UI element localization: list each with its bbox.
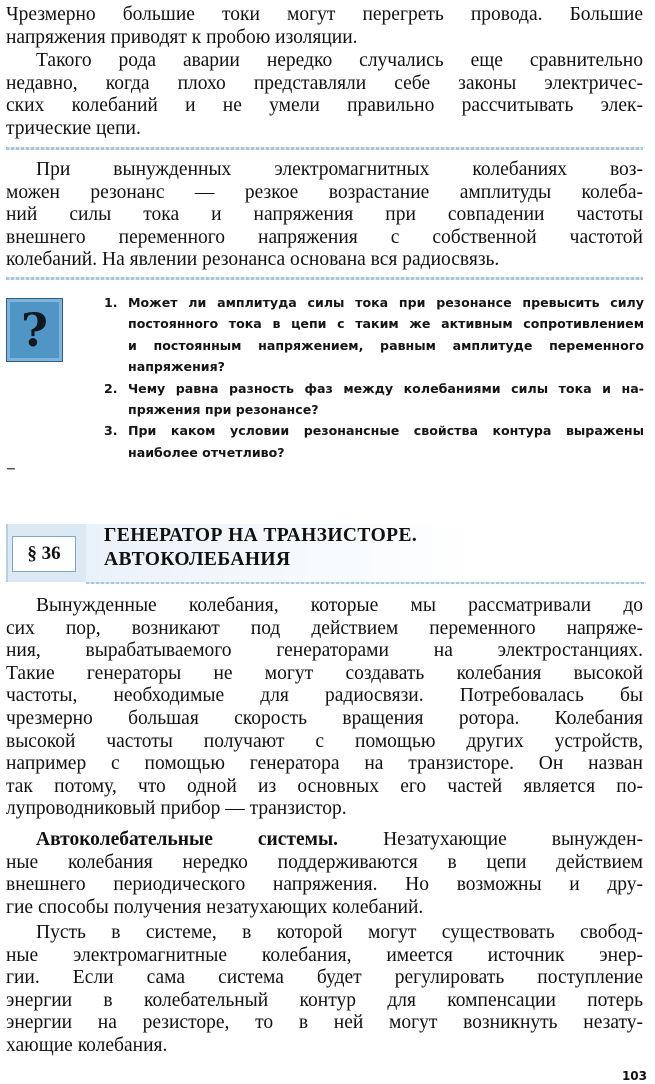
question-number: 3. [104, 423, 118, 439]
text-line: Такие генераторы не могут создавать колебания высокой [6, 662, 643, 684]
text-line: частоты, необходимые для радиосвязи. Потребовалась бы [6, 685, 643, 707]
section-title [104, 524, 644, 572]
intro-paragraph-1 [6, 4, 643, 49]
text-fragment: Незатухающие вынужден- [338, 829, 643, 850]
subheading-autooscillating-systems: Автоколебательные системы. [36, 829, 339, 850]
text-line: ные колебания нередко поддерживаются в цепи действием [6, 851, 643, 873]
text-line: ные электромагнитные колебания, имеется источник энер- [6, 944, 643, 966]
question-line: напряжения? [128, 359, 225, 375]
section-title-line-1: ГЕНЕРАТОР НА ТРАНЗИСТОРЕ. [104, 525, 418, 546]
question-item [104, 420, 644, 463]
divider-top [6, 147, 643, 150]
intro-paragraph-2 [6, 50, 643, 140]
text-line: высокой частоты получают с помощью других устройств, [6, 730, 643, 752]
text-line: Вынужденные колебания, которые мы рассматривали до [36, 595, 643, 616]
section-rule [86, 582, 646, 584]
question-line: наиболее отчетливо? [128, 444, 285, 460]
text-line: внешнего периодического напряжения. Но возможны и дру- [6, 874, 643, 896]
text-line: напряжения приводят к пробою изоляции. [6, 26, 358, 48]
text-line: Чрезмерно большие токи могут перегреть провода. Большие [6, 4, 643, 25]
text-line: энергии в колебательный контур для компенсации потерь [6, 989, 643, 1011]
question-line: Чему равна разность фаз между колебаниями силы тока и на- [128, 380, 644, 396]
question-line: Может ли амплитуда силы тока при резонансе превысить силу [128, 295, 644, 310]
text-line [6, 829, 643, 852]
review-questions [104, 292, 644, 463]
text-line: сих пор, возникают под действием переменного напряже- [6, 617, 643, 639]
divider-bottom [6, 277, 643, 280]
text-line: гие способы получения незатухающих колебаний. [6, 896, 424, 918]
summary-paragraph [6, 159, 643, 272]
text-line: Такого рода аварии нередко случались еще сравнительно [36, 50, 643, 71]
question-symbol: ? [21, 303, 48, 357]
body-paragraph-3 [6, 922, 643, 1058]
text-line: трические цепи. [6, 117, 141, 139]
text-line: можен резонанс — резкое возрастание амплитуды колеба- [6, 181, 643, 203]
text-line: недавно, когда плохо представляли себе законы электричес- [6, 72, 643, 94]
question-line: постоянного тока в цепи с таким же активным сопротивлением [128, 316, 644, 332]
text-line: хающие колебания. [6, 1034, 168, 1056]
body-paragraph-2 [6, 829, 643, 919]
text-line: При вынужденных электромагнитных колебаниях воз- [36, 159, 643, 180]
text-line: ния, вырабатываемого генераторами на электростанциях. [6, 640, 643, 662]
section-number: § 36 [12, 536, 76, 572]
question-item [104, 292, 644, 378]
text-line: ний силы тока и напряжения при совпадении частоты [6, 204, 643, 226]
text-line: Пусть в системе, в которой могут существовать свобод- [36, 922, 643, 943]
text-line: внешнего переменного напряжения с собственной частотой [6, 226, 643, 248]
question-mark-icon [6, 298, 63, 362]
question-line: и постоянным напряжением, равным амплитуде переменного [128, 337, 644, 353]
text-line: чрезмерно большая скорость вращения ротора. Колебания [6, 707, 643, 729]
print-mark-icon: ▁ [7, 459, 15, 470]
body-paragraph-1 [6, 595, 643, 821]
question-number: 1. [104, 295, 118, 310]
text-line: гии. Если сама система будет регулировать поступление [6, 967, 643, 989]
text-line: ских колебаний и не умели правильно рассчитывать элек- [6, 95, 643, 117]
question-line: пряжения при резонансе? [128, 402, 319, 418]
text-line: энергии на резисторе, то в ней могут возникнуть незату- [6, 1012, 643, 1034]
text-line: например с помощью генератора на транзисторе. Он назван [6, 753, 643, 775]
section-title-line-2: АВТОКОЛЕБАНИЯ [104, 549, 291, 570]
text-line: лупроводниковый прибор — транзистор. [6, 798, 347, 820]
question-number: 2. [104, 380, 118, 396]
question-item [104, 378, 644, 421]
text-line: так потому, что одной из основных его частей является по- [6, 775, 643, 797]
text-line: колебаний. На явлении резонанса основана вся радиосвязь. [6, 249, 500, 271]
question-line: При каком условии резонансные свойства контура выражены [128, 423, 644, 439]
page-number: 103 [621, 1069, 647, 1083]
